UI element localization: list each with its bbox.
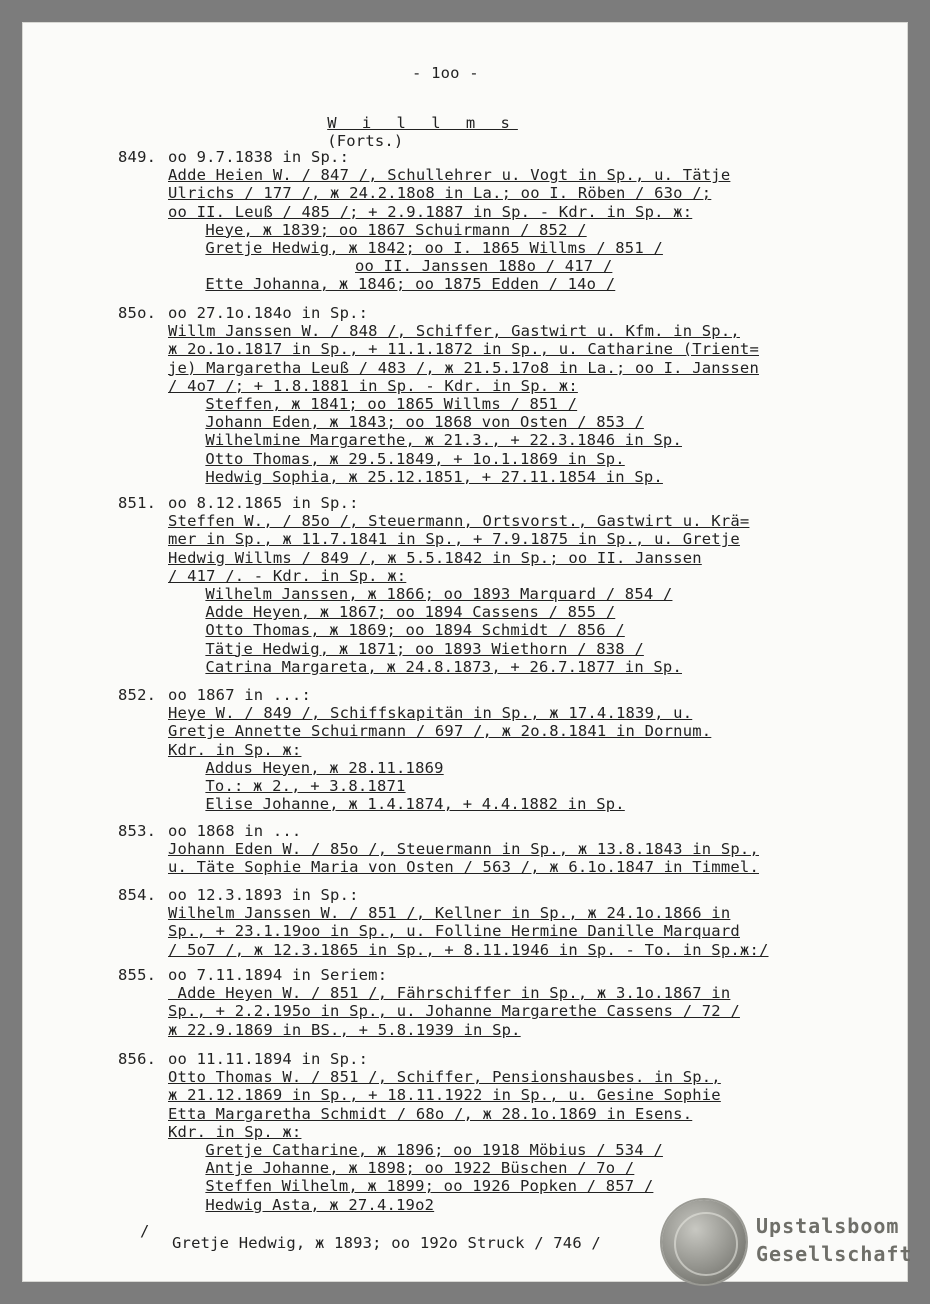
entry-line: oo II. Leuß / 485 /; + 2.9.1887 in Sp. - Kdr. in Sp. ж: (168, 202, 693, 221)
entry-line: Antje Johanne, ж 1898; oo 1922 Büschen / 7o / (205, 1159, 635, 1178)
entry-line: ж 2o.1o.1817 in Sp., + 11.1.1872 in Sp., u. Catharine (Trient= (168, 340, 759, 359)
entry-line: Heye W. / 849 /, Schiffskapitän in Sp., ж 17.4.1839, u. (168, 704, 693, 723)
title-surname: W i l l m s (327, 114, 518, 132)
entry-line: Wilhelm Janssen, ж 1866; oo 1893 Marquard / 854 / (205, 585, 673, 603)
footnote-mark: / (140, 1222, 150, 1240)
entry-line: u. Täte Sophie Maria von Osten / 563 /, ж 6.1o.1847 in Timmel. (168, 858, 759, 877)
entry-line: ж 21.12.1869 in Sp., + 18.11.1922 in Sp., u. Gesine Sophie (168, 1086, 721, 1105)
entry-line: Gretje Annette Schuirmann / 697 /, ж 2o.8.1841 in Dornum. (168, 722, 712, 741)
entry-line: Steffen W., / 85o /, Steuermann, Ortsvorst., Gastwirt u. Krä= (168, 512, 750, 531)
entry-line: oo 1868 in ... (168, 822, 302, 840)
entry-number: 852. (118, 686, 157, 704)
entry-line: Willm Janssen W. / 848 /, Schiffer, Gastwirt u. Kfm. in Sp., (168, 322, 740, 341)
entry-line: Addus Heyen, ж 28.11.1869 (205, 758, 444, 777)
entry-line: Hedwig Willms / 849 /, ж 5.5.1842 in Sp.; oo II. Janssen (168, 548, 702, 567)
entry-line: Hedwig Asta, ж 27.4.19o2 (205, 1195, 435, 1214)
entry-line: To.: ж 2., + 3.8.1871 (205, 777, 406, 795)
society-logo (654, 1196, 924, 1286)
title-suffix: (Forts.) (327, 132, 404, 150)
document-body (22, 22, 908, 1282)
entry-line: je) Margaretha Leuß / 483 /, ж 21.5.17o8 in La.; oo I. Janssen (168, 358, 759, 377)
logo-line-2: Gesellschaft (756, 1242, 913, 1266)
entry-line: oo 8.12.1865 in Sp.: (168, 494, 359, 512)
entry-number: 854. (118, 886, 157, 904)
entry-line: Otto Thomas, ж 1869; oo 1894 Schmidt / 856 / (205, 621, 625, 640)
entry-line: Sp., + 2.2.195o in Sp., u. Johanne Margarethe Cassens / 72 / (168, 1002, 740, 1021)
entry-line: Gretje Catharine, ж 1896; oo 1918 Möbius / 534 / (205, 1141, 663, 1159)
entry-line: oo 7.11.1894 in Seriem: (168, 966, 388, 984)
entry-line: Wilhelmine Margarethe, ж 21.3., + 22.3.1846 in Sp. (205, 431, 682, 450)
entry-line: ж 22.9.1869 in BS., + 5.8.1939 in Sp. (168, 1020, 521, 1039)
entry-line: oo 11.11.1894 in Sp.: (168, 1050, 369, 1068)
entry-line: Catrina Margareta, ж 24.8.1873, + 26.7.1877 in Sp. (205, 657, 682, 676)
entry-line: Hedwig Sophia, ж 25.12.1851, + 27.11.1854 in Sp. (205, 467, 663, 486)
entry-line: Johann Eden W. / 85o /, Steuermann in Sp., ж 13.8.1843 in Sp., (168, 840, 759, 859)
entry-line: oo 12.3.1893 in Sp.: (168, 886, 359, 904)
entry-line: Steffen Wilhelm, ж 1899; oo 1926 Popken / 857 / (205, 1177, 654, 1196)
entry-line: Gretje Hedwig, ж 1842; oo I. 1865 Willms / 851 / (205, 239, 663, 257)
entry-line: Sp., + 23.1.19oo in Sp., u. Folline Hermine Danille Marquard (168, 922, 740, 941)
entry-line: Etta Margaretha Schmidt / 68o /, ж 28.1o.1869 in Esens. (168, 1104, 693, 1123)
entry-line: Ette Johanna, ж 1846; oo 1875 Edden / 14o / (205, 275, 616, 294)
entry-number: 851. (118, 494, 157, 512)
entry-line: mer in Sp., ж 11.7.1841 in Sp., + 7.9.1875 in Sp., u. Gretje (168, 530, 740, 549)
entry-number: 856. (118, 1050, 157, 1068)
entry-line: Otto Thomas W. / 851 /, Schiffer, Pensionshausbes. in Sp., (168, 1068, 721, 1087)
entry-line: Adde Heyen, ж 1867; oo 1894 Cassens / 855 / (205, 603, 616, 622)
entry-line: Tätje Hedwig, ж 1871; oo 1893 Wiethorn / 838 / (205, 639, 644, 658)
entry-number: 855. (118, 966, 157, 984)
entry-line: Heye, ж 1839; oo 1867 Schuirmann / 852 / (205, 220, 587, 239)
entry-number: 849. (118, 148, 157, 166)
seal-icon (662, 1200, 746, 1284)
entry-line: oo 27.1o.184o in Sp.: (168, 304, 369, 322)
entry-line: / 4o7 /; + 1.8.1881 in Sp. - Kdr. in Sp. ж: (168, 376, 578, 395)
entry-number: 853. (118, 822, 157, 840)
entry-line: Wilhelm Janssen W. / 851 /, Kellner in Sp., ж 24.1o.1866 in (168, 904, 731, 923)
entry-line: Kdr. in Sp. ж: (168, 740, 302, 759)
logo-line-1: Upstalsboom (756, 1214, 900, 1238)
entry-number: 85o. (118, 304, 157, 322)
entry-line: Adde Heyen W. / 851 /, Fährschiffer in Sp., ж 3.1o.1867 in (168, 984, 731, 1003)
entry-line: Elise Johanne, ж 1.4.1874, + 4.4.1882 in Sp. (205, 795, 625, 814)
entry-line: oo 9.7.1838 in Sp.: (168, 148, 350, 166)
entry-line: oo 1867 in ...: (168, 686, 311, 704)
entry-line: Johann Eden, ж 1843; oo 1868 von Osten / 853 / (205, 413, 644, 432)
entry-line: Ulrichs / 177 /, ж 24.2.18o8 in La.; oo I. Röben / 63o /; (168, 184, 712, 203)
entry-line: oo II. Janssen 188o / 417 / (355, 257, 613, 276)
entry-line: Steffen, ж 1841; oo 1865 Willms / 851 / (205, 395, 578, 413)
document-sheet (22, 22, 913, 1282)
entry-line: Adde Heien W. / 847 /, Schullehrer u. Vogt in Sp., u. Tätje (168, 166, 731, 185)
entry-line: / 417 /. - Kdr. in Sp. ж: (168, 566, 407, 585)
entry-line: Kdr. in Sp. ж: (168, 1122, 302, 1141)
page-number: - 1oo - (412, 64, 479, 82)
footnote-text: Gretje Hedwig, ж 1893; oo 192o Struck / 746 / (172, 1234, 601, 1252)
entry-line: / 5o7 /, ж 12.3.1865 in Sp., + 8.11.1946 in Sp. - To. in Sp.ж:/ (168, 940, 769, 959)
entry-line: Otto Thomas, ж 29.5.1849, + 1o.1.1869 in Sp. (205, 449, 625, 468)
